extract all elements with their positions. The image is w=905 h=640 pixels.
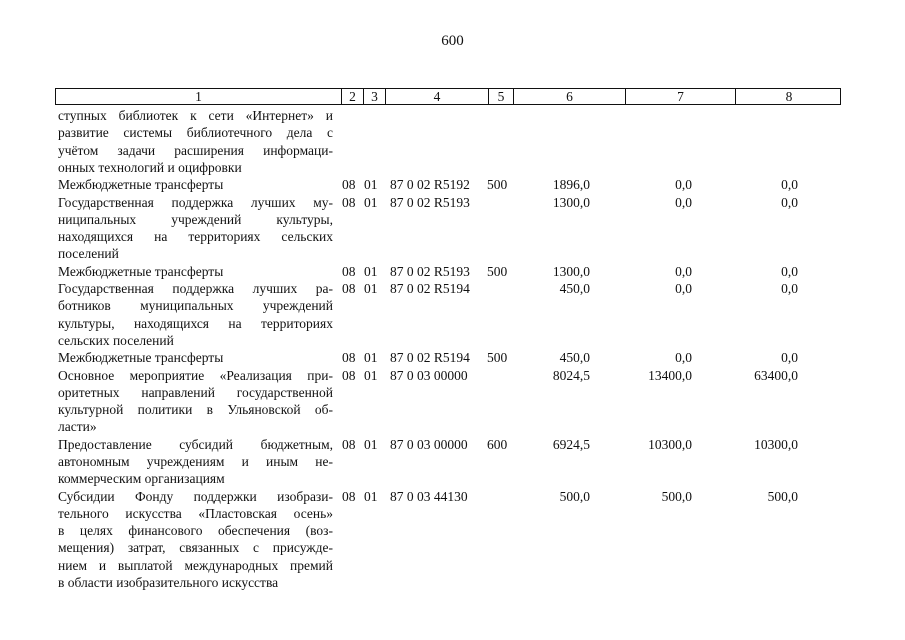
description-line: находящихся на территориях сельских	[58, 229, 333, 245]
col-amount-8: 0,0	[781, 281, 798, 296]
col-amount-7: 0,0	[675, 177, 692, 193]
col-section: 08	[342, 350, 356, 366]
table-row	[0, 194, 905, 263]
col-amount-7: 0,0	[675, 350, 692, 366]
col-expense-type: 500	[487, 350, 508, 366]
table-header	[55, 88, 841, 105]
description-line: сельских поселений	[58, 332, 174, 348]
header-col-8: 8	[785, 88, 793, 104]
col-subsection: 01	[364, 281, 378, 296]
page-number: 600	[441, 33, 464, 49]
col-subsection: 01	[364, 263, 378, 279]
header-col-4: 4	[386, 89, 489, 104]
table-row	[0, 436, 905, 488]
row-description	[58, 367, 333, 436]
col-amount-8: 0,0	[781, 350, 798, 366]
col-section: 08	[342, 281, 356, 296]
header-col-2: 2	[342, 89, 364, 104]
header-col-5: 5	[489, 89, 514, 104]
col-target-article: 87 0 03 00000	[390, 436, 468, 452]
description-line: Межбюджетные трансферты	[58, 177, 224, 193]
col-subsection: 01	[364, 436, 378, 452]
description-line: развитие системы библиотечного дела с	[58, 125, 333, 141]
col-amount-7: 500,0	[661, 488, 692, 504]
description-line: мещения) затрат, связанных с присужде-	[58, 540, 333, 556]
description-line: Государственная поддержка лучших му-	[58, 194, 333, 210]
col-target-article: 87 0 03 44130	[390, 488, 468, 504]
col-amount-7: 0,0	[675, 263, 692, 279]
col-amount-7: 0,0	[675, 194, 692, 210]
col-subsection: 01	[364, 194, 378, 210]
col-amount-8: 500,0	[767, 488, 798, 504]
col-amount-6: 450,0	[559, 350, 590, 366]
col-subsection: 01	[364, 367, 378, 383]
description-line: ласти»	[58, 419, 97, 435]
col-section: 08	[342, 177, 356, 193]
row-description	[58, 349, 333, 366]
col-amount-6: 450,0	[559, 281, 590, 296]
col-expense-type: 500	[487, 263, 508, 279]
description-line: культурной политики в Ульяновской об-	[58, 402, 333, 418]
header-col-3: 3	[364, 89, 386, 104]
description-line: Межбюджетные трансферты	[58, 350, 224, 366]
col-section: 08	[342, 488, 356, 504]
col-amount-7: 10300,0	[648, 436, 692, 452]
col-amount-8: 10300,0	[754, 436, 798, 452]
table-row	[0, 107, 905, 176]
row-description	[58, 176, 333, 193]
row-description	[58, 488, 333, 592]
table-body	[0, 107, 905, 640]
col-target-article: 87 0 02 R5193	[390, 263, 470, 279]
header-col-7: 7	[626, 89, 736, 104]
row-description	[58, 107, 333, 176]
col-expense-type: 500	[487, 177, 508, 193]
description-line: Межбюджетные трансферты	[58, 263, 224, 279]
header-col-6: 6	[514, 89, 626, 104]
col-amount-6: 500,0	[559, 488, 590, 504]
description-line: нием и выплатой международных премий	[58, 557, 333, 573]
description-line: Государственная поддержка лучших ра-	[58, 281, 333, 296]
table-row	[0, 263, 905, 280]
row-description	[58, 436, 333, 488]
description-line: тельного искусства «Пластовская осень»	[58, 505, 333, 521]
table-row	[0, 280, 905, 349]
col-amount-6: 1300,0	[552, 194, 590, 210]
col-subsection: 01	[364, 350, 378, 366]
description-line: ниципальных учреждений культуры,	[58, 211, 333, 227]
description-line: оритетных направлений государственной	[58, 384, 333, 400]
col-amount-8: 0,0	[781, 177, 798, 193]
header-col-1: 1	[56, 89, 342, 104]
row-description	[58, 263, 333, 280]
description-line: поселений	[58, 246, 119, 262]
col-amount-6: 1300,0	[552, 263, 590, 279]
col-amount-8: 0,0	[781, 194, 798, 210]
description-line: автономным учреждениям и иным не-	[58, 453, 333, 469]
col-expense-type: 600	[487, 436, 508, 452]
row-description	[58, 280, 333, 349]
col-amount-7: 13400,0	[648, 367, 692, 383]
col-target-article: 87 0 02 R5193	[390, 194, 470, 210]
col-subsection: 01	[364, 177, 378, 193]
description-line: ступных библиотек к сети «Интернет» и	[58, 108, 333, 123]
col-section: 08	[342, 367, 356, 383]
description-line: Основное мероприятие «Реализация при-	[58, 367, 333, 383]
col-amount-6: 6924,5	[552, 436, 590, 452]
col-target-article: 87 0 02 R5194	[390, 350, 470, 366]
col-target-article: 87 0 02 R5192	[390, 177, 470, 193]
description-line: культуры, находящихся на территориях	[58, 315, 333, 331]
table-row	[0, 367, 905, 436]
description-line: в целях финансового обеспечения (воз-	[58, 523, 333, 539]
description-line: ботников муниципальных учреждений	[58, 298, 333, 314]
col-target-article: 87 0 02 R5194	[390, 281, 470, 296]
description-line: учётом задачи расширения информаци-	[58, 142, 333, 158]
description-line: онных технологий и оцифровки	[58, 159, 242, 175]
col-amount-8: 63400,0	[754, 367, 798, 383]
table-row	[0, 176, 905, 193]
description-line: Предоставление субсидий бюджетным,	[58, 436, 333, 452]
col-section: 08	[342, 263, 356, 279]
col-section: 08	[342, 436, 356, 452]
col-subsection: 01	[364, 488, 378, 504]
description-line: Субсидии Фонду поддержки изобрази-	[58, 488, 333, 504]
table-row	[0, 488, 905, 592]
col-target-article: 87 0 03 00000	[390, 367, 468, 383]
col-amount-7: 0,0	[675, 281, 692, 296]
description-line: в области изобразительного искусства	[58, 575, 279, 591]
col-section: 08	[342, 194, 356, 210]
row-description	[58, 194, 333, 263]
description-line: коммерческим организациям	[58, 471, 225, 487]
col-amount-8: 0,0	[781, 263, 798, 279]
col-amount-6: 1896,0	[552, 177, 590, 193]
table-row	[0, 349, 905, 366]
col-amount-6: 8024,5	[552, 367, 590, 383]
